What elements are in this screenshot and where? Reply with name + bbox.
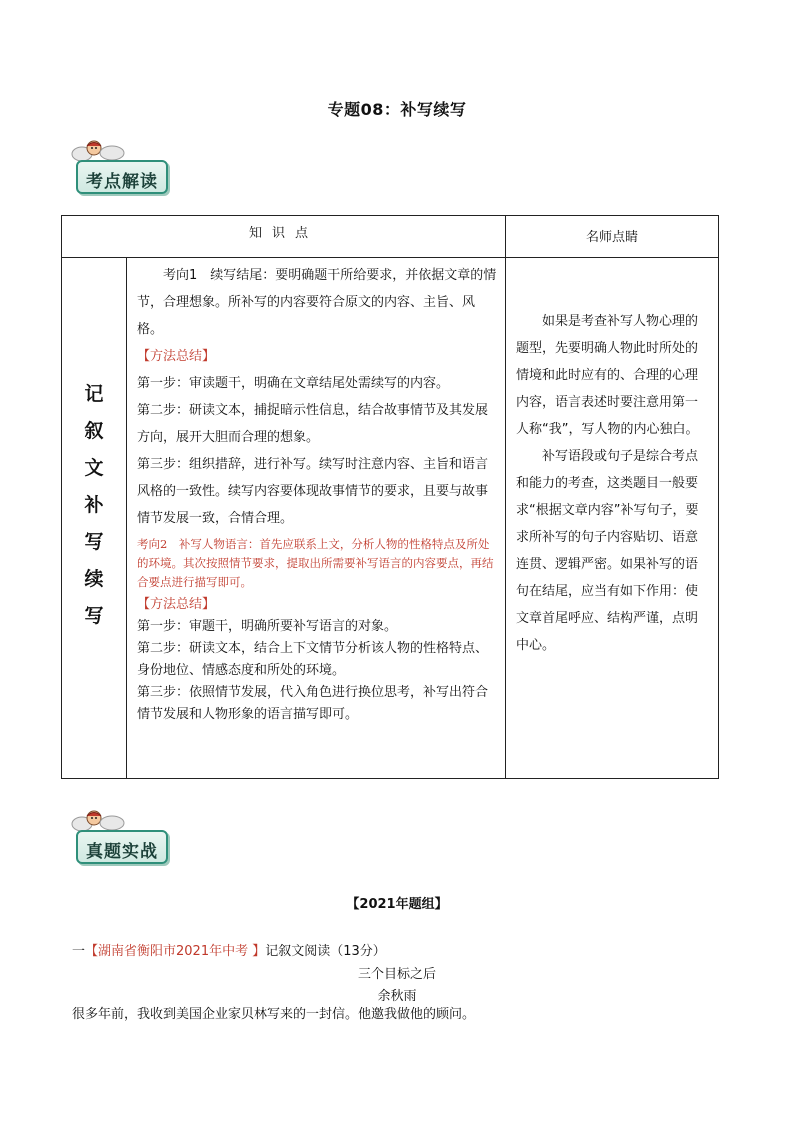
question-type: 记叙文阅读（13分） xyxy=(265,944,386,959)
knowledge-table xyxy=(61,215,719,779)
method-heading-1: 【方法总结】 xyxy=(137,349,216,364)
badge-label: 真题实战 xyxy=(86,842,158,862)
step-2-3: 第三步：依照情节发展，代入角色进行换位思考，补写出符合情节发展和人物形象的语言描写即可。 xyxy=(137,685,489,722)
side-char: 记 xyxy=(84,383,104,405)
article-paragraph: 很多年前，我收到美国企业家贝林写来的一封信。他邀我做他的顾问。 xyxy=(72,1007,476,1022)
kaoxiang-2: 考向2 补写人物语言：首先应联系上文，分析人物的性格特点及所处的环境。其次按照情节要求，提取出所需要补写语言的内容要点，再结合要点进行描写即可。 xyxy=(137,537,494,589)
year-group-heading: 【2021年题组】 xyxy=(346,897,448,912)
knowledge-content xyxy=(127,258,506,779)
kaoxiang-1: 考向1 续写结尾：要明确题干所给要求，并依据文章的情节，合理想象。所补写的内容要符合原文的内容、主旨、风格。 xyxy=(137,268,497,337)
question-line xyxy=(72,940,386,959)
page-title: 专题08：补写续写 xyxy=(327,100,467,119)
method-heading-2: 【方法总结】 xyxy=(137,597,216,612)
step-1-3: 第三步：组织措辞，进行补写。续写时注意内容、主旨和语言风格的一致性。续写内容要体现故事情节的要求，且要与故事情节发展一致，合情合理。 xyxy=(137,457,489,526)
tip-1: 如果是考查补写人物心理的题型，先要明确人物此时所处的情境和此时应有的、合理的心理内容，语言表述时要注意用第一人称“我”，写人物的内心独白。 xyxy=(516,314,699,437)
side-char: 补 xyxy=(84,494,104,516)
step-2-1: 第一步：审题干，明确所要补写语言的对象。 xyxy=(137,619,398,634)
article-author: 余秋雨 xyxy=(377,989,417,1004)
question-source: 【湖南省衡阳市2021年中考 】 xyxy=(85,944,266,959)
tips-content xyxy=(506,258,719,779)
step-2-2: 第二步：研读文本，结合上下文情节分析该人物的性格特点、身份地位、情感态度和所处的环境。 xyxy=(137,641,489,678)
step-1-2: 第二步：研读文本，捕捉暗示性信息，结合故事情节及其发展方向，展开大胆而合理的想象。 xyxy=(137,403,489,445)
header-tips: 名师点睛 xyxy=(506,216,719,258)
step-1-1: 第一步：审读题干，明确在文章结尾处需续写的内容。 xyxy=(137,376,450,391)
section-badge-kaodian xyxy=(66,138,170,198)
header-knowledge: 知识点 xyxy=(62,216,506,258)
side-char: 叙 xyxy=(84,420,104,442)
badge-label: 考点解读 xyxy=(86,172,158,192)
question-number: 一 xyxy=(72,944,86,959)
side-char: 写 xyxy=(84,605,104,627)
side-label xyxy=(62,258,127,779)
section-badge-zhenti xyxy=(66,808,170,868)
article-title: 三个目标之后 xyxy=(357,967,436,982)
side-char: 写 xyxy=(84,531,104,553)
side-char: 文 xyxy=(84,457,104,479)
tip-2: 补写语段或句子是综合考点和能力的考查，这类题目一般要求“根据文章内容”补写句子，要求所补写的句子内容贴切、语意连贯、逻辑严密。如果补写的语句在结尾，应当有如下作用：使文章首尾呼应、结构严谨，点明中心。 xyxy=(516,449,699,653)
side-char: 续 xyxy=(84,568,104,590)
